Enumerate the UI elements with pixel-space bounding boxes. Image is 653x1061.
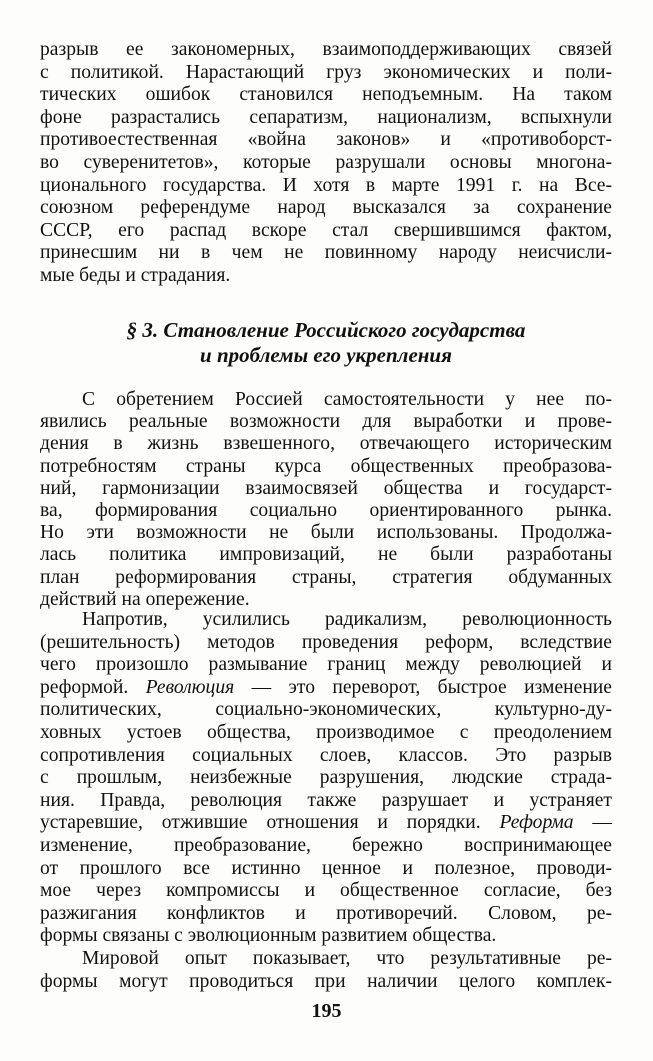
- text-line: ционального государства. И хотя в марте 1991 г. на Все-: [40, 174, 612, 196]
- text-line: устаревшие, отжившие отношения и порядки. Реформа —: [40, 812, 612, 834]
- text-line: от прошлого все истинно ценное и полезное, проводи-: [40, 857, 612, 879]
- text-line: формы могут проводиться при наличии целого комплек-: [40, 970, 612, 992]
- text-line: с политикой. Нарастающий груз экономических и поли-: [40, 61, 612, 83]
- text-line: ния. Правда, революция также разрушает и устраняет: [40, 789, 612, 811]
- text-line: явились реальные возможности для выработки и прове-: [40, 411, 612, 433]
- text-line: лась политика импровизаций, не были разработаны: [40, 544, 612, 566]
- text-line: ва, формирования социально ориентированного рынка.: [40, 500, 612, 521]
- text-line: тических ошибок становился неподъемным. На таком: [40, 84, 612, 106]
- text-line: (решительность) методов проведения реформ, вследствие: [40, 631, 612, 653]
- text-line: чего произошло размывание границ между революцией и: [40, 654, 612, 676]
- text-line: ний, гармонизации взаимосвязей общества и государст-: [40, 477, 612, 499]
- text-line: формы связаны с эволюционным развитием общества.: [40, 925, 497, 947]
- text-line: политических, социально-экономических, культурно-ду-: [40, 699, 612, 721]
- text-line: принесшим ни в чем не повинному народу неисчисли-: [40, 242, 612, 264]
- text-line: дения в жизнь взвешенного, отвечающего историческим: [40, 433, 612, 455]
- text-line: С обретением Россией самостоятельности у нее по-: [82, 389, 612, 410]
- text-line: изменение, преобразование, бережно воспринимающее: [40, 835, 612, 856]
- text-line: реформой. Революция — это переворот, быстрое изменение: [40, 676, 612, 698]
- text-line: противоестественная «война законов» и «противоборст-: [40, 129, 612, 151]
- text-line: план реформирования страны, стратегия обдуманных: [40, 566, 612, 588]
- text-line: во суверенитетов», которые разрушали основы многона-: [40, 152, 612, 173]
- text-line: с прошлым, неизбежные разрушения, людские страда-: [40, 767, 612, 789]
- text-line: Но эти возможности не были использованы. Продолжа-: [40, 522, 612, 544]
- section-heading-line-2: и проблемы его укрепления: [200, 343, 452, 367]
- page-number: 195: [311, 1000, 342, 1022]
- text-line: Напротив, усилились радикализм, революционность: [82, 609, 612, 630]
- text-line: фоне разрастались сепаратизм, национализм, вспыхнули: [40, 106, 612, 128]
- text-line: разрыв ее закономерных, взаимоподдерживающих связей: [40, 39, 612, 60]
- text-line: союзном референдуме народ высказался за сохранение: [40, 197, 612, 219]
- section-heading-line-1: § 3. Становление Российского государства: [126, 318, 526, 342]
- text-line: Мировой опыт показывает, что результативные ре-: [82, 948, 612, 969]
- text-line: мые беды и страдания.: [40, 265, 231, 286]
- text-line: действий на опережение.: [40, 588, 250, 610]
- text-line: СССР, его распад вскоре стал свершившимся фактом,: [40, 219, 612, 241]
- text-line: потребностям страны курса общественных преобразова-: [40, 455, 612, 477]
- text-line: сопротивления социальных слоев, классов. Это разрыв: [40, 744, 612, 766]
- text-line: разжигания конфликтов и противоречий. Словом, ре-: [40, 902, 612, 924]
- text-line: мое через компромиссы и общественное согласие, без: [40, 880, 612, 902]
- text-line: ховных устоев общества, производимое с преодолением: [40, 722, 612, 743]
